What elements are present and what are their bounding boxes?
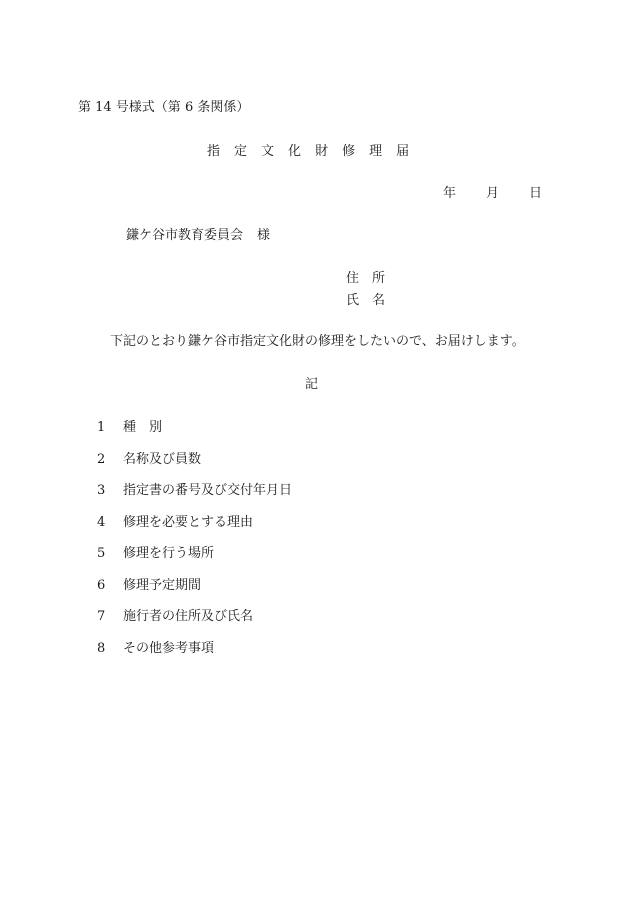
title-char: 定 (234, 144, 248, 159)
form-number-label: 第 14 号様式（第 6 条関係） (78, 100, 250, 115)
addressee (126, 224, 270, 243)
list-item (97, 483, 292, 515)
ki-heading: 記 (305, 377, 319, 392)
title-char: 化 (288, 144, 302, 159)
item-number: 8 (97, 640, 106, 656)
list-item (97, 641, 292, 673)
list-item (97, 452, 292, 484)
date-day: 日 (529, 186, 543, 201)
list-item (97, 578, 292, 610)
list-item (97, 420, 292, 452)
name-label (346, 289, 385, 308)
title-char: 届 (396, 144, 410, 159)
address-label (346, 267, 385, 286)
list-item (97, 515, 292, 547)
addressee-honorific: 様 (257, 228, 271, 243)
title-char: 文 (261, 144, 275, 159)
date-month: 月 (486, 186, 500, 201)
date-year: 年 (443, 186, 457, 201)
item-label: その他参考事項 (123, 640, 215, 656)
addressee-name: 鎌ケ谷市教育委員会 (126, 228, 244, 243)
item-label: 施行者の住所及び氏名 (123, 609, 254, 624)
title-char: 財 (315, 144, 329, 159)
item-label: 修理を行う場所 (123, 546, 215, 561)
item-number: 3 (97, 483, 106, 498)
item-number: 2 (97, 451, 106, 467)
item-number: 5 (97, 546, 106, 561)
item-label: 種 別 (123, 420, 163, 435)
item-label: 指定書の番号及び交付年月日 (123, 483, 293, 498)
item-label: 名称及び員数 (123, 451, 202, 467)
item-number: 4 (97, 514, 106, 530)
list-item (97, 609, 292, 641)
name-label-char: 名 (372, 293, 386, 308)
title-char: 修 (342, 144, 356, 159)
address-label-char: 住 (346, 271, 360, 286)
item-list (97, 420, 292, 672)
document-title (207, 140, 423, 159)
item-number: 1 (97, 420, 106, 435)
title-char: 理 (369, 144, 383, 159)
address-label-char: 所 (372, 271, 386, 286)
list-item (97, 546, 292, 578)
item-label: 修理を必要とする理由 (123, 514, 254, 530)
item-number: 6 (97, 577, 106, 593)
date-row (443, 182, 542, 201)
title-char: 指 (207, 144, 221, 159)
body-text: 下記のとおり鎌ケ谷市指定文化財の修理をしたいので、お届けします。 (110, 334, 525, 349)
item-number: 7 (97, 609, 106, 624)
name-label-char: 氏 (346, 293, 360, 308)
item-label: 修理予定期間 (123, 577, 202, 593)
